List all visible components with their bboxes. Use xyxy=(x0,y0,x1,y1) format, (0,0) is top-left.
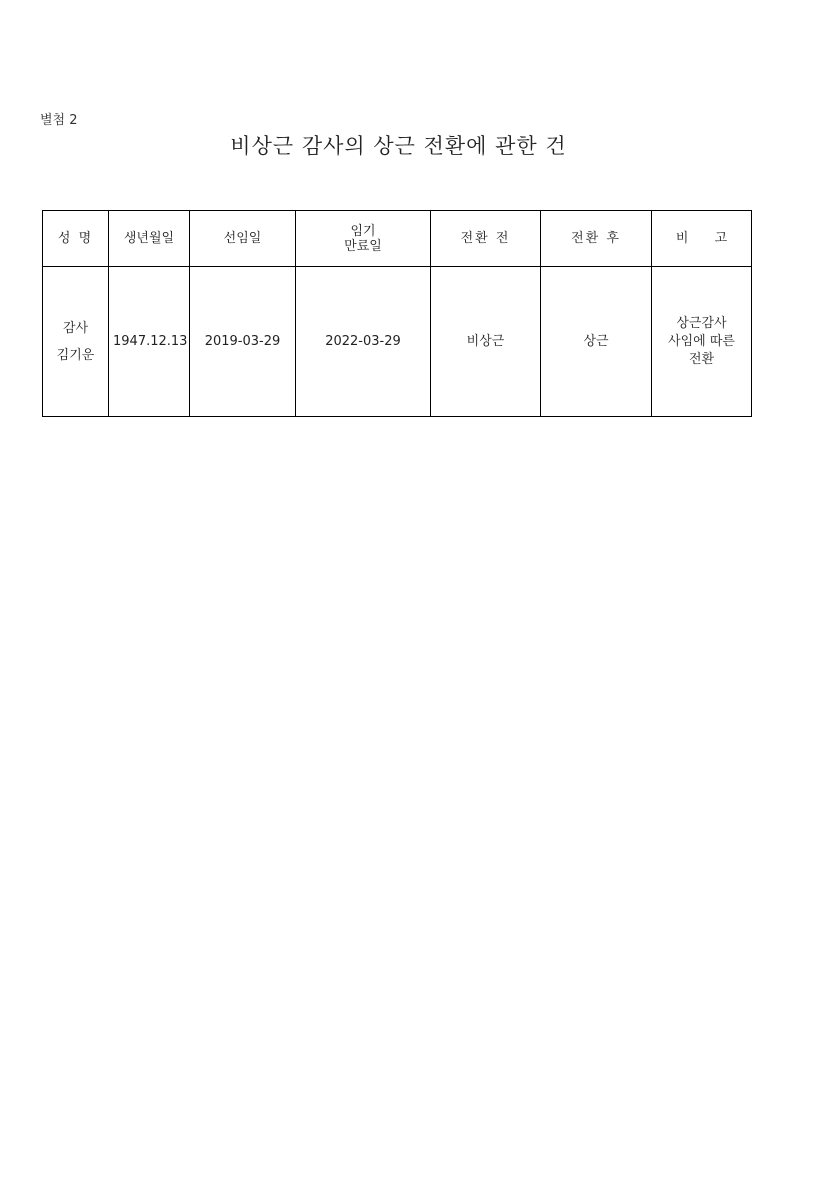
cell-after-conversion: 상근 xyxy=(541,267,652,417)
cell-birth-date: 1947.12.13 xyxy=(109,267,190,417)
header-birth-date: 생년월일 xyxy=(109,211,190,267)
header-term-expiry: 임기 만료일 xyxy=(296,211,431,267)
header-before-conversion: 전환 전 xyxy=(431,211,541,267)
auditor-conversion-table xyxy=(42,210,752,417)
table-row xyxy=(43,267,752,417)
header-after-conversion: 전환 후 xyxy=(541,211,652,267)
cell-position-name xyxy=(43,267,109,417)
person-name-text: 김기운 xyxy=(56,347,95,363)
position-text: 감사 xyxy=(62,320,89,336)
header-name: 성 명 xyxy=(43,211,109,267)
cell-appointment-date: 2019-03-29 xyxy=(190,267,296,417)
table-header-row xyxy=(43,211,752,267)
cell-before-conversion: 비상근 xyxy=(431,267,541,417)
cell-term-expiry: 2022-03-29 xyxy=(296,267,431,417)
header-appointment-date: 선임일 xyxy=(190,211,296,267)
document-title: 비상근 감사의 상근 전환에 관한 건 xyxy=(230,134,567,158)
cell-remarks: 상근감사 사임에 따른 전환 xyxy=(652,267,752,417)
header-remarks: 비 고 xyxy=(652,211,752,267)
attachment-label: 별첨 2 xyxy=(40,113,78,128)
